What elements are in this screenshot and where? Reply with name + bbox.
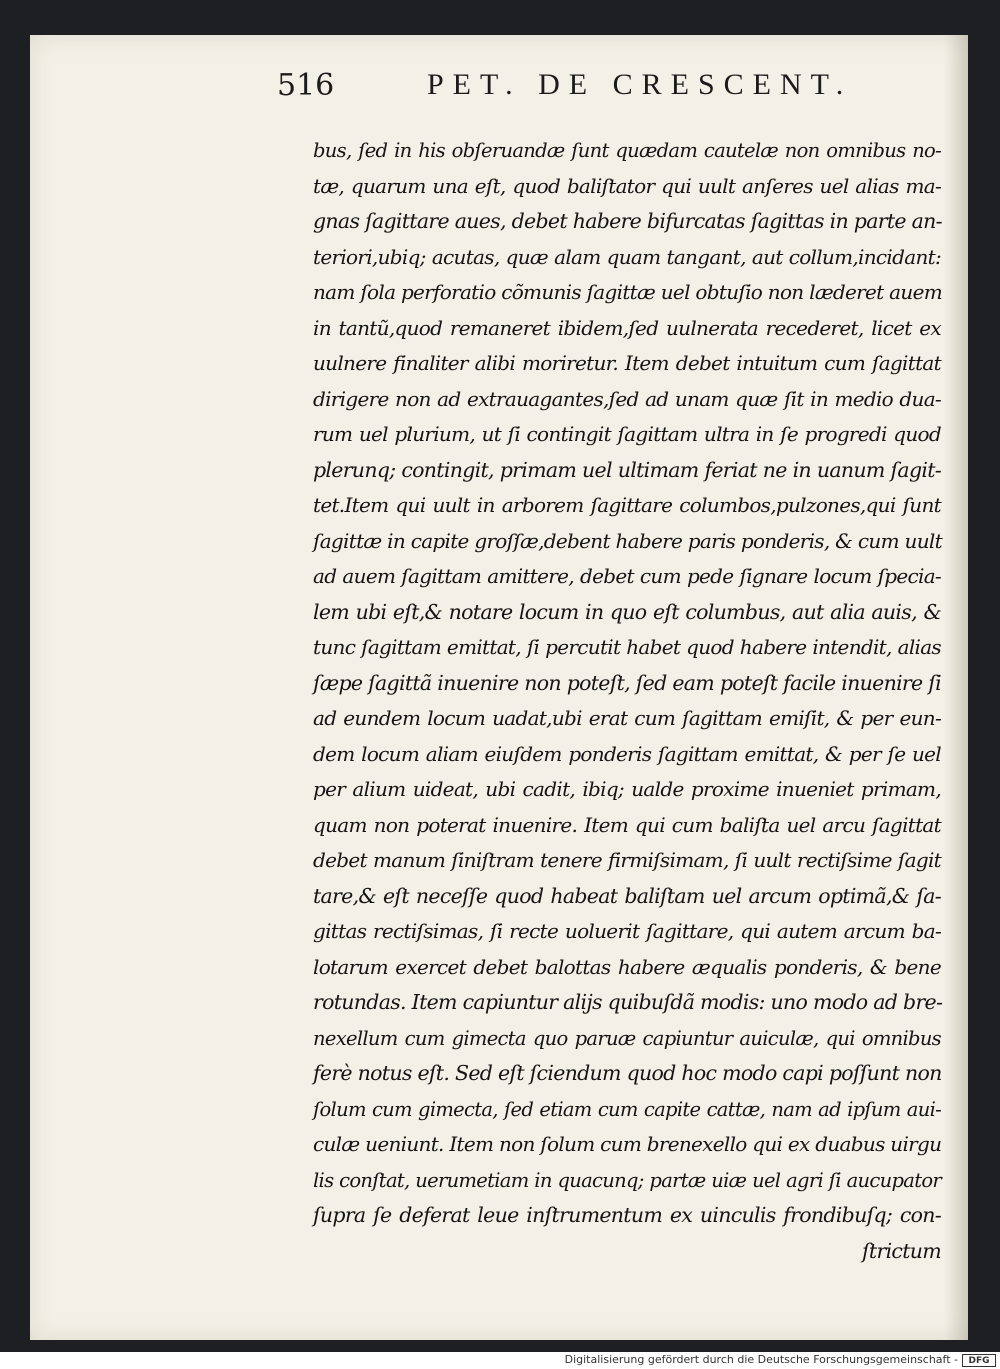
text-line: ad auem ſagittam amittere, debet cum pede ſignare locum ſpecia- [313, 564, 941, 588]
text-line: per alium uideat, ubi cadit, ibiq; ualde proxime inueniet primam, [313, 777, 941, 801]
text-line: tare,& eſt neceſſe quod habeat baliſtam uel arcum optimã,& ſa- [313, 883, 941, 908]
digitization-credit: Digitalisierung gefördert durch die Deutsche Forschungsgemeinschaft - [564, 1353, 958, 1366]
text-line: tæ, quarum una eſt, quod baliſtator qui uult anſeres uel alias ma- [313, 173, 941, 198]
text-line: uulnere finaliter alibi moriretur. Item debet intuitum cum ſagittat [313, 351, 941, 375]
catchword: ſtrictum [862, 1238, 941, 1263]
body-text [313, 133, 941, 1269]
text-line: ad eundem locum uadat,ubi erat cum ſagittam emiſit, & per eun- [313, 706, 941, 730]
page-header [277, 68, 857, 112]
text-line: ſolum cum gimecta, ſed etiam cum capite cattæ, nam ad ipſum aui- [313, 1097, 941, 1121]
text-line: gittas rectiſsimas, ſi recte uoluerit ſagittare, qui autem arcum ba- [313, 919, 941, 943]
text-line: rotundas. Item capiuntur alijs quibuſdã modis: uno modo ad bre- [313, 990, 943, 1014]
text-line: lis conſtat, uerumetiam in quacunq; partæ uiæ uel agri ſi aucupator [313, 1168, 941, 1192]
text-line: nam ſola perforatio cõmunis ſagittæ uel obtuſio non læderet auem [313, 280, 942, 304]
text-line: teriori,ubiq; acutas, quæ alam quam tangant, aut collum,incidant: [313, 244, 941, 269]
text-line: ferè notus eſt. Sed eſt ſciendum quod hoc modo capi poſſunt non [313, 1061, 942, 1085]
text-line: in tantũ,quod remaneret ibidem,ſed uulnerata recederet, licet ex [313, 315, 941, 340]
text-line: ſupra ſe deferat leue inſtrumentum ex uinculis frondibuſq; con- [313, 1203, 941, 1227]
text-line: dem locum aliam eiuſdem ponderis ſagittam emittat, & per ſe uel [313, 741, 941, 766]
text-line: culæ ueniunt. Item non ſolum cum brenexello qui ex duabus uirgu [313, 1132, 942, 1156]
text-line: ſæpe ſagittã inuenire non poteſt, ſed eam poteſt facile inuenire ſi [313, 670, 942, 695]
text-line: rum uel plurium, ut ſi contingit ſagittam ultra in ſe progredi quod [313, 422, 941, 446]
text-line: gnas ſagittare aues, debet habere bifurcatas ſagittas in parte an- [313, 209, 942, 233]
page-number: 516 [277, 68, 335, 103]
dfg-logo: DFG [962, 1354, 996, 1367]
text-line: plerunq; contingit, primam uel ultimam feriat ne in uanum ſagit- [313, 457, 941, 482]
text-line: dirigere non ad extrauagantes,ſed ad unam quæ ſit in medio dua- [313, 386, 941, 411]
text-line: bus, ſed in his obſeruandæ ſunt quædam cautelæ non omnibus no- [313, 139, 941, 162]
page-spine-shadow [944, 35, 968, 1340]
text-line: tet.Item qui uult in arborem ſagittare columbos,pulzones,qui ſunt [313, 493, 941, 517]
running-head: PET. DE CRESCENT. [427, 68, 853, 101]
text-line: lotarum exercet debet balottas habere æqualis ponderis, & bene [313, 954, 941, 979]
text-line: tunc ſagittam emittat, ſi percutit habet quod habere intendit, alias [313, 635, 941, 659]
text-line: nexellum cum gimecta quo paruæ capiuntur auiculæ, qui omnibus [313, 1026, 941, 1050]
text-line: quam non poterat inuenire. Item qui cum baliſta uel arcu ſagittat [313, 812, 941, 837]
text-line: ſagittæ in capite groſſæ,debent habere paris ponderis, & cum uult [313, 528, 942, 553]
text-line: lem ubi eſt,& notare locum in quo eſt columbus, aut alia auis, & [313, 599, 941, 624]
text-line: debet manum ſiniſtram tenere firmiſsimam, ſi uult rectiſsime ſagit [313, 848, 941, 872]
